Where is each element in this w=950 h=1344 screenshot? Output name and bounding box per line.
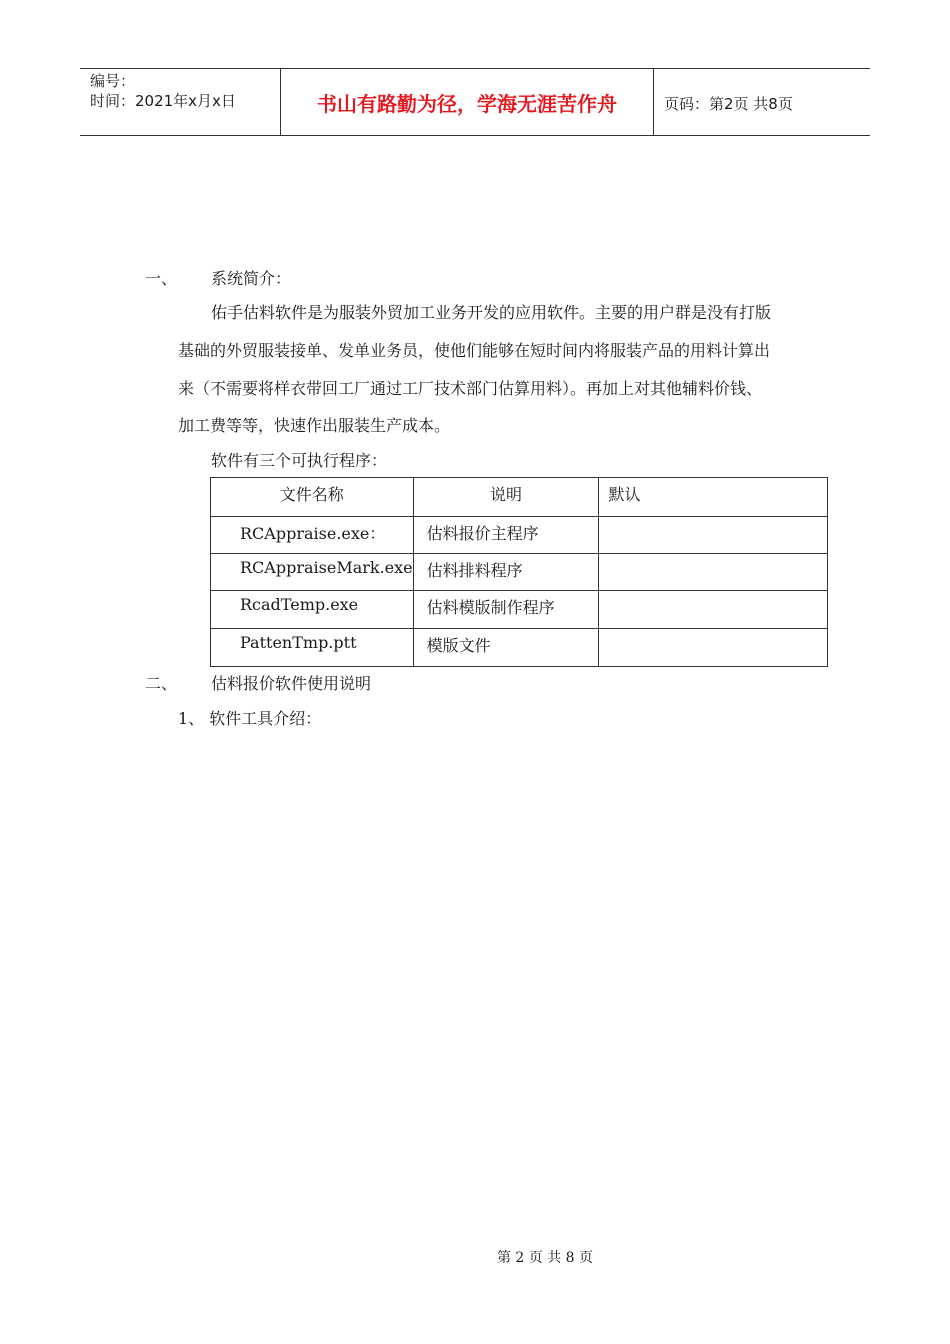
table-row (211, 629, 828, 667)
section2-title: 估料报价软件使用说明 (211, 674, 372, 693)
section1-marker: 一、 (145, 269, 178, 288)
cell-description: 估料模版制作程序 (413, 591, 599, 629)
cell-default (599, 517, 828, 554)
section2-marker: 二、 (145, 674, 178, 693)
cell-filename: PattenTmp.ptt (211, 629, 414, 667)
section1-para-line-3: 来（不需要将样衣带回工厂通过工厂技术部门估算用料）。再加上对其他辅料价钱、 (178, 379, 763, 398)
time-label: 时间：2021年x月x日 (90, 92, 236, 110)
col-header-default: 默认 (599, 478, 828, 517)
programs-table (210, 477, 828, 667)
cell-description: 估料报价主程序 (413, 517, 599, 554)
page-footer: 第 2 页 共 8 页 (496, 1250, 594, 1266)
header-page-label: 页码：第2页 共8页 (664, 95, 793, 113)
table-intro: 软件有三个可执行程序： (211, 451, 388, 470)
header-info-cell (80, 69, 281, 135)
table-row (211, 554, 828, 591)
table-header-row (211, 478, 828, 517)
section1-para-line-4: 加工费等等，快速作出服装生产成本。 (178, 416, 451, 435)
col-header-description: 说明 (413, 478, 599, 517)
number-label: 编号： (90, 72, 136, 90)
cell-filename: RCAppraiseMark.exe (211, 554, 414, 591)
table-row (211, 517, 828, 554)
cell-filename: RcadTemp.exe (211, 591, 414, 629)
cell-filename: RCAppraise.exe： (211, 517, 414, 554)
cell-default (599, 629, 828, 667)
table-row (211, 591, 828, 629)
page-header (80, 68, 870, 136)
section1-para-line-1: 佑手估料软件是为服装外贸加工业务开发的应用软件。主要的用户群是没有打版 (211, 303, 772, 322)
section1-title: 系统简介： (211, 269, 292, 288)
cell-description: 模版文件 (413, 629, 599, 667)
cell-description: 估料排料程序 (413, 554, 599, 591)
section2-sub1: 1、 软件工具介绍： (178, 709, 322, 728)
section1-para-line-2: 基础的外贸服装接单、发单业务员，使他们能够在短时间内将服装产品的用料计算出 (178, 341, 771, 360)
col-header-filename: 文件名称 (211, 478, 414, 517)
cell-default (599, 591, 828, 629)
cell-default (599, 554, 828, 591)
header-motto: 书山有路勤为径，学海无涯苦作舟 (281, 69, 654, 135)
